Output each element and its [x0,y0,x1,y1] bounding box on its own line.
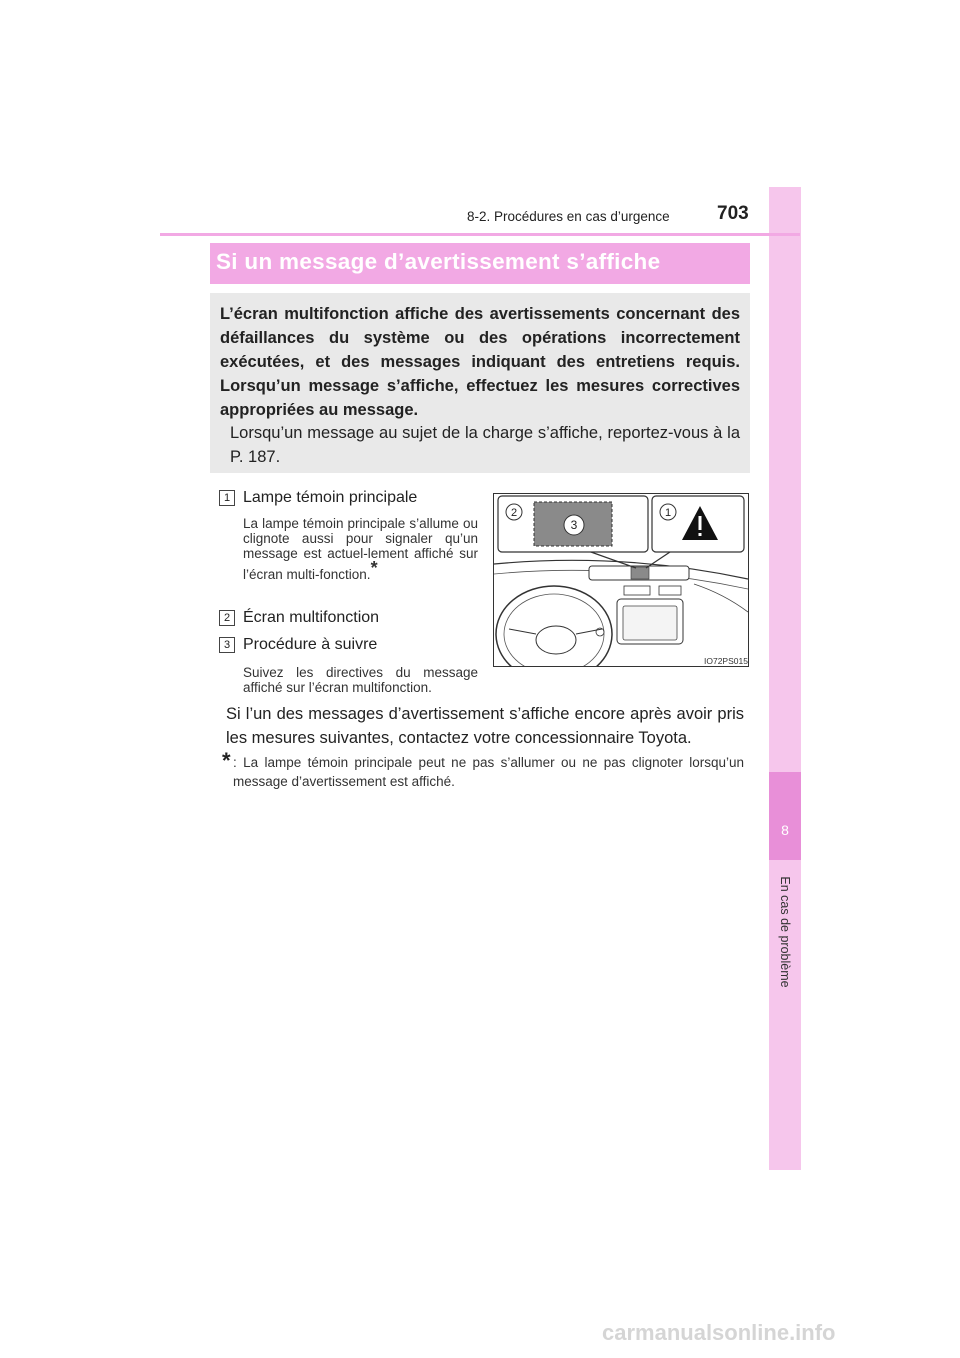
item-description-3: Suivez les directives du message affiché sur l’écran multifonction. [243,665,478,695]
callout-1 [660,504,676,520]
callout-3 [564,515,584,535]
watermark: carmanualsonline.info [602,1320,836,1345]
intro-note: Lorsqu’un message au sujet de la charge s’affiche, reportez-vous à la P. 187. [230,424,740,466]
item-number-2: 2 [219,610,235,626]
item-label-3: Procédure à suivre [243,636,378,653]
chapter-label: En cas de problème [778,876,792,988]
svg-text:1: 1 [664,507,672,519]
callout-2 [506,504,522,520]
intro-text: L’écran multifonction affiche des avertissements concernant des défaillances du système ou des opérations incorrectement exécutées, et des messages indiquant des entretiens requis. Lorsqu’un message s’affiche, effectuez les mesures correctives appropriées au message. [220,305,740,419]
item-number-3: 3 [219,637,235,653]
item-description-1: La lampe témoin principale s’allume ou clignote aussi pour signaler qu’un message est actuel-lement affiché sur l’écran multi-fonction.* [243,516,478,582]
dashboard-figure [493,493,749,667]
footnote-marker: * [222,748,231,773]
chapter-number: 8 [781,822,789,838]
follow-up-paragraph: Si l’un des messages d’avertissement s’affiche encore après avoir pris les mesures suivantes, contactez votre concessionnaire Toyota. [226,705,744,747]
chapter-side-tab [769,187,801,1170]
item-number-1: 1 [219,490,235,506]
chapter-number-tab [769,772,801,860]
figure-code: IO72PS015 [704,656,748,666]
svg-text:3: 3 [570,518,578,532]
dashboard-illustration [494,494,748,666]
asterisk-marker: * [370,558,378,578]
section-header: 8-2. Procédures en cas d’urgence [467,209,670,224]
page-number: 703 [717,203,749,224]
footnote-text: : La lampe témoin principale peut ne pas s’allumer ou ne pas clignoter lorsqu’un message d’avertissement est affiché. [233,755,744,789]
item-label-2: Écran multifonction [243,609,380,626]
page-title: Si un message d’avertissement s’affiche [216,249,661,274]
svg-text:2: 2 [510,507,518,519]
header-divider [160,233,800,236]
item-label-1: Lampe témoin principale [243,489,418,506]
